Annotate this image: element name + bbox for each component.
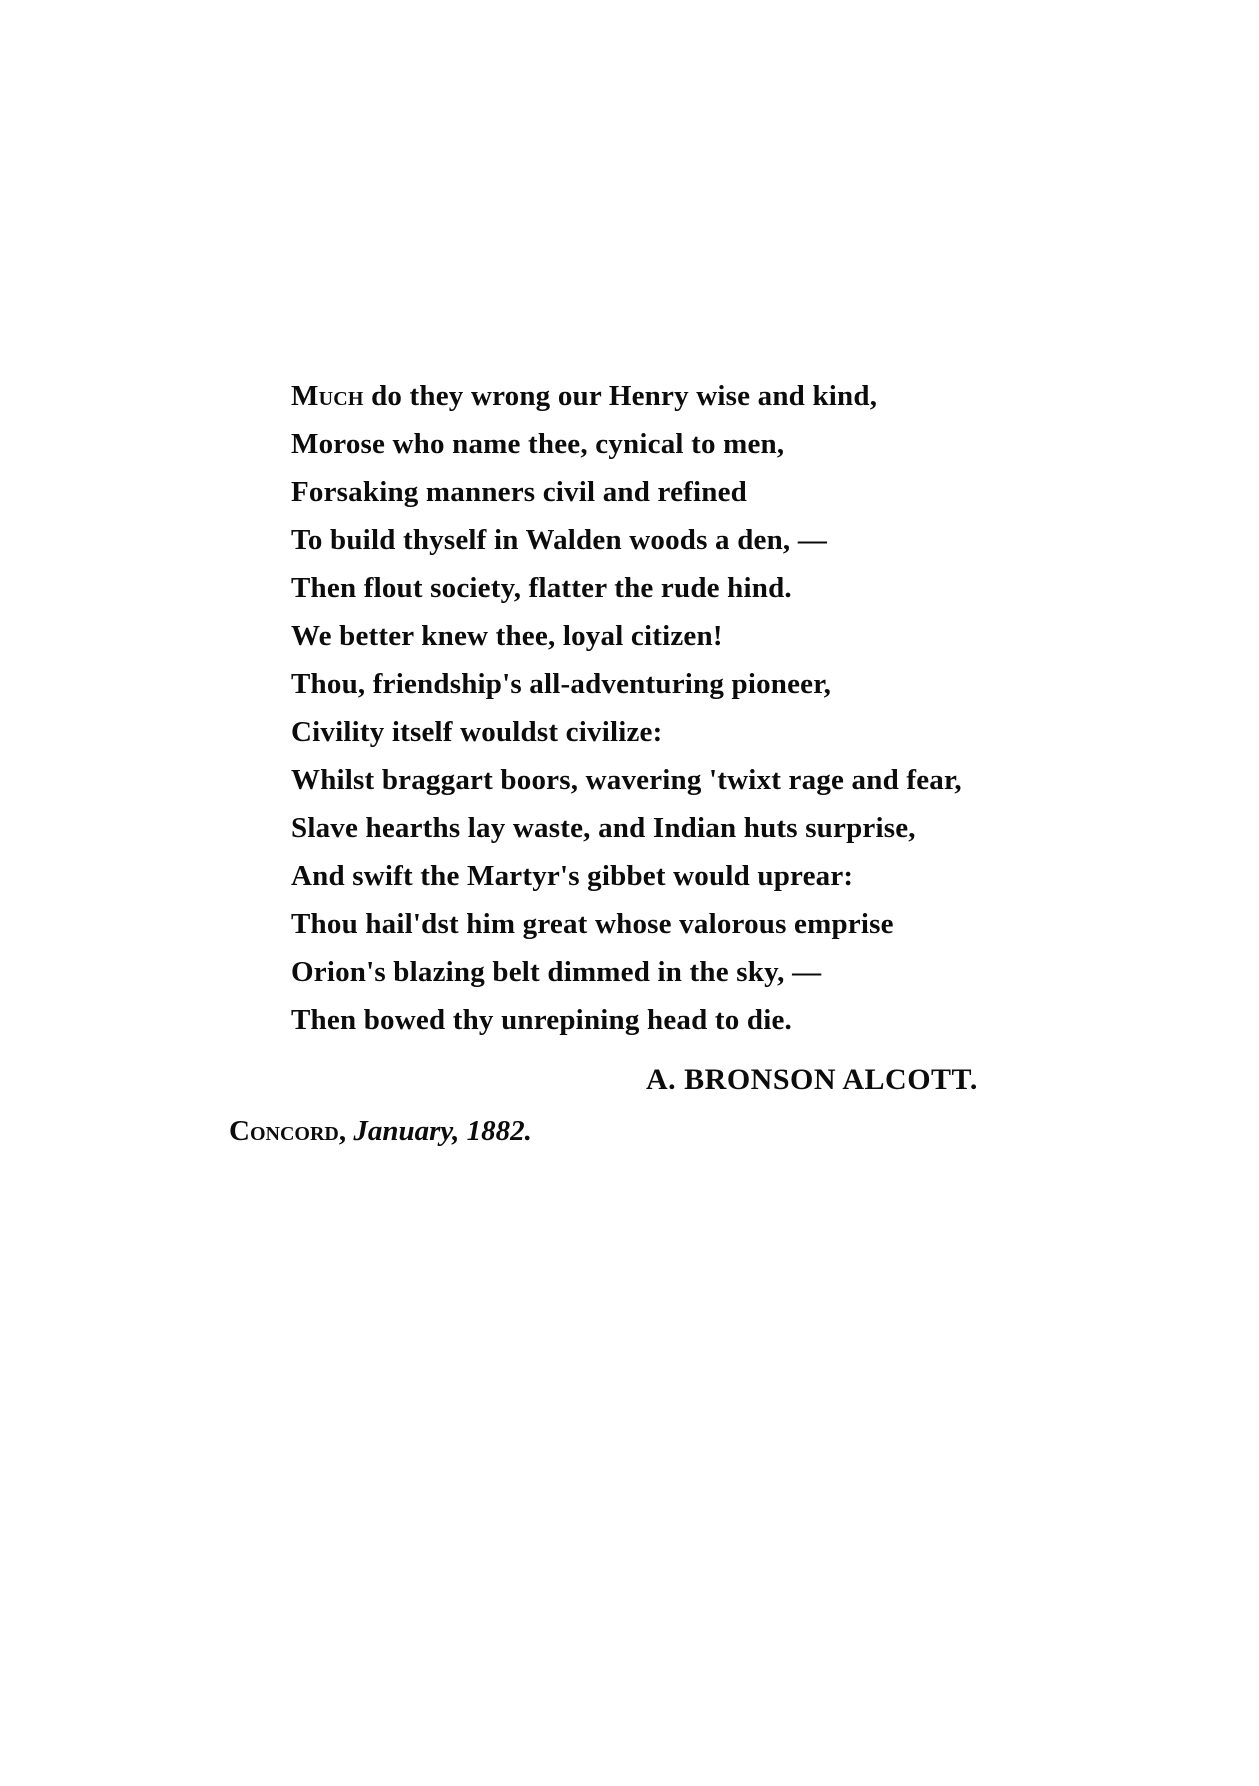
poem-line-11: And swift the Martyr's gibbet would uprear: (291, 860, 854, 892)
poem-line-13: Orion's blazing belt dimmed in the sky, — (291, 956, 822, 988)
poem-line-4: To build thyself in Walden woods a den, — (291, 524, 828, 556)
poem-line-14: Then bowed thy unrepining head to die. (291, 1004, 792, 1036)
dateline-date: January, 1882. (353, 1115, 532, 1147)
dateline-separator: , (338, 1115, 354, 1147)
poem-line-6: We better knew thee, loyal citizen! (291, 620, 723, 652)
poem-line-7: Thou, friendship's all-adventuring pioneer, (291, 668, 832, 700)
poem-line-9: Whilst braggart boors, wavering 'twixt rage and fear, (291, 764, 962, 796)
poem-first-line-rest: do they wrong our Henry wise and kind, (363, 380, 878, 412)
poem-line-2: Morose who name thee, cynical to men, (291, 428, 785, 460)
poem-line-5: Then flout society, flatter the rude hind. (291, 572, 792, 604)
poem (291, 372, 1091, 1044)
poem-line-12: Thou hail'dst him great whose valorous emprise (291, 908, 894, 940)
poem-line-10: Slave hearths lay waste, and Indian huts surprise, (291, 812, 916, 844)
poem-line-8: Civility itself wouldst civilize: (291, 716, 663, 748)
author-signature: A. BRONSON ALCOTT. (646, 1063, 978, 1096)
poem-line-1 (291, 372, 1091, 420)
dateline-place: Concord (229, 1115, 339, 1147)
poem-line-3: Forsaking manners civil and refined (291, 476, 747, 508)
dateline (229, 1115, 532, 1148)
poem-first-word: Much (291, 380, 364, 412)
